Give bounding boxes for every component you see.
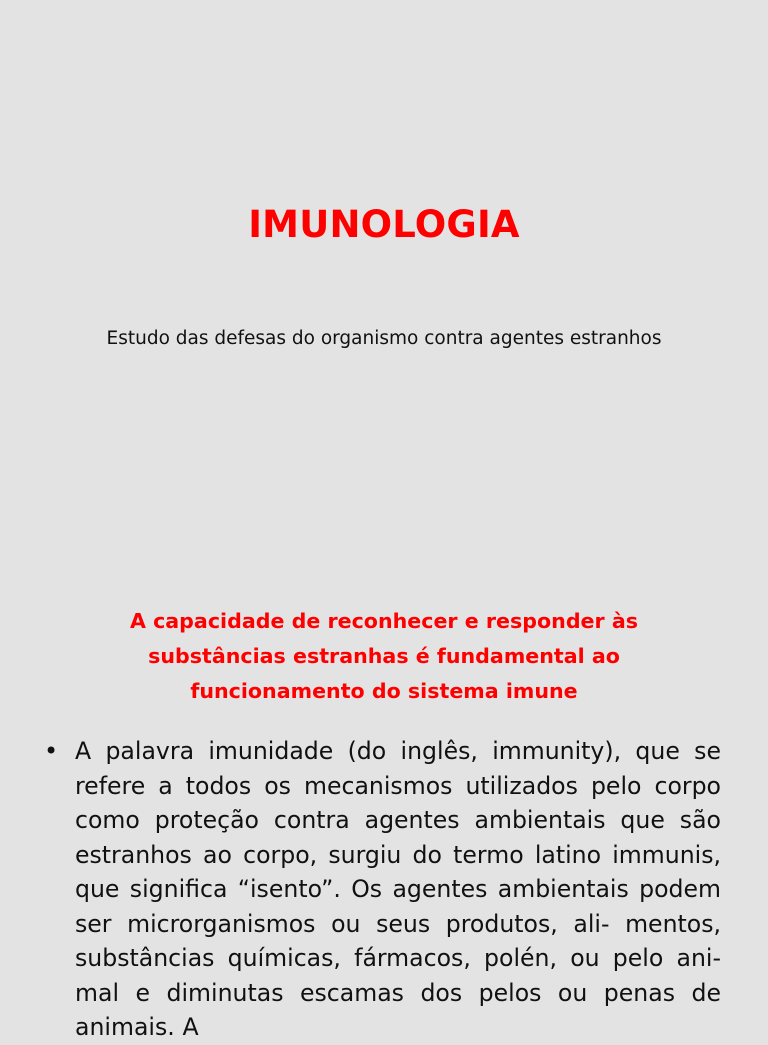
bullet-list-item — [44, 734, 724, 1045]
highlight-statement: A capacidade de reconhecer e responder às substâncias estranhas é fundamental ao funcionamento do sistema imune — [129, 609, 639, 703]
page-title: IMUNOLOGIA — [248, 203, 520, 246]
page-subtitle: Estudo das defesas do organismo contra agentes estranhos — [106, 328, 662, 349]
bullet-marker: • — [44, 737, 59, 765]
bullet-paragraph: A palavra imunidade (do inglês, immunity), que se refere a todos os mecanismos utilizados pelo corpo como proteção contra agentes ambientais que são estranhos ao corpo, surgiu do termo latino immunis, que significa “isento”. Os agentes ambientais podem ser microrganismos ou seus produtos, ali- mentos, substâncias químicas, fármacos, polén, ou pelo ani- mal e diminutas escamas dos pelos ou penas de animais. A — [75, 737, 721, 1041]
